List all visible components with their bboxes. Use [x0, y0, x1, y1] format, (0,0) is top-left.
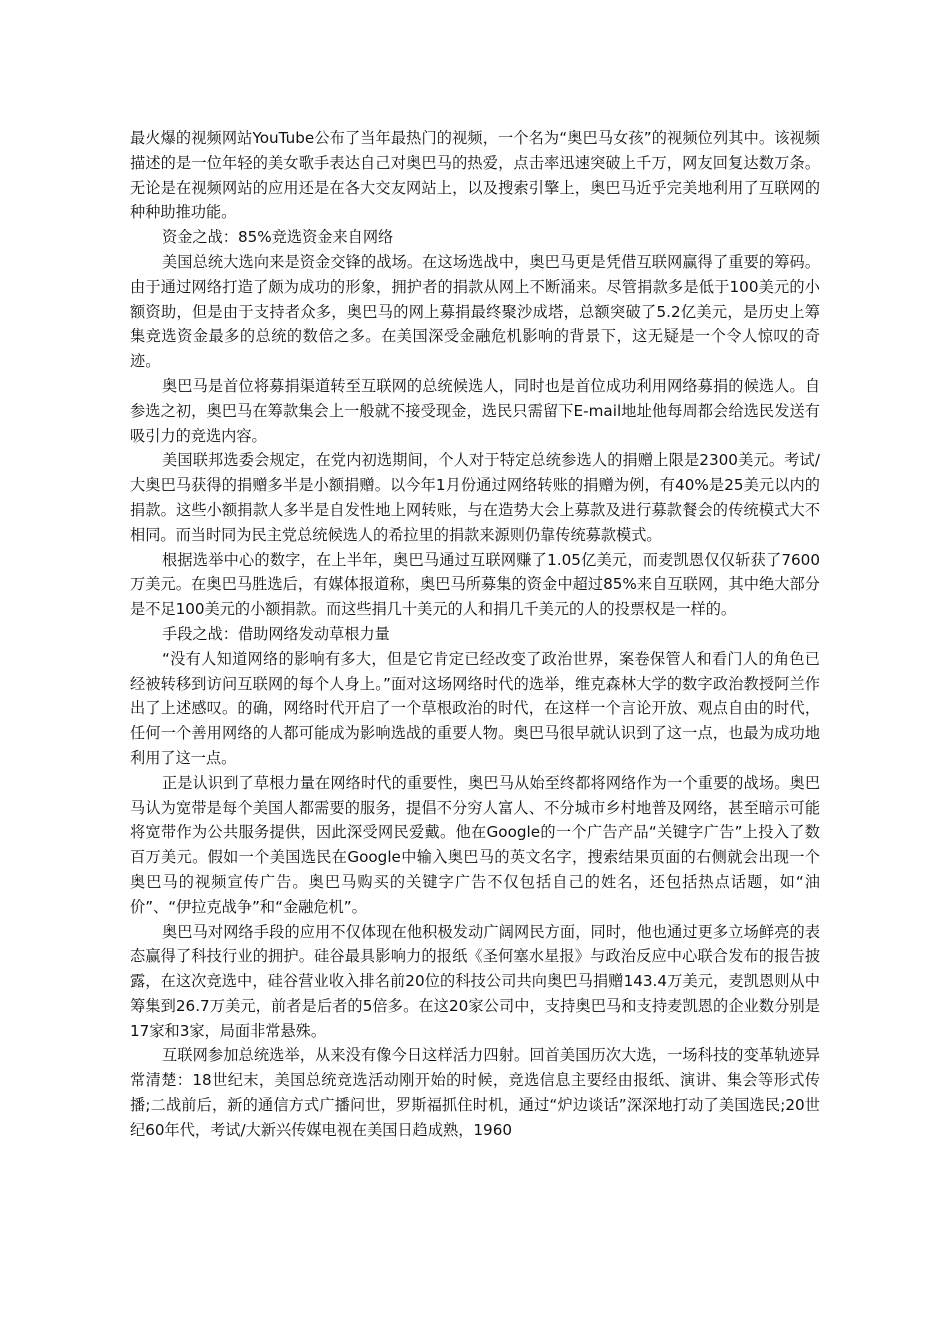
document-body — [130, 126, 820, 1143]
paragraph-silicon-valley: 奥巴马对网络手段的应用不仅体现在他积极发动广阔网民方面，同时，他也通过更多立场鲜亮的表态赢得了科技行业的拥护。硅谷最具影响力的报纸《圣何塞水星报》与政治反应中心联合发布的报告披露，在这次竞选中，硅谷营业收入排名前20位的科技公司共向奥巴马捐赠143.4万美元，麦凯恩则从中筹集到26.7万美元，前者是后者的5倍多。在这20家公司中，支持奥巴马和支持麦凯恩的企业数分别是17家和3家，局面非常悬殊。 — [130, 922, 820, 1040]
paragraph-history-of-campaigns: 互联网参加总统选举，从来没有像今日这样活力四射。回首美国历次大选，一场科技的变革轨迹异常清楚：18世纪末，美国总统竞选活动刚开始的时候，竞选信息主要经由报纸、演讲、集会等形式传播;二战前后，新的通信方式广播问世，罗斯福抓住时机，通过“炉边谈话”深深地打动了美国选民;20世纪60年代，考试/大新兴传媒电视在美国日趋成熟，1960 — [130, 1046, 820, 1139]
paragraph-donation-limits: 美国联邦选委会规定，在党内初选期间，个人对于特定总统参选人的捐赠上限是2300美元。考试/大奥巴马获得的捐赠多半是小额捐赠。以今年1月份通过网络转账的捐赠为例，有40%是25美元以内的捐款。这些小额捐款人多半是自发性地上网转账，与在造势大会上募款及进行募款餐会的传统模式大不相同。而当时同为民主党总统候选人的希拉里的捐款来源则仍靠传统募款模式。 — [130, 451, 820, 544]
paragraph-funding-battle: 美国总统大选向来是资金交锋的战场。在这场选战中，奥巴马更是凭借互联网赢得了重要的筹码。由于通过网络打造了颇为成功的形象，拥护者的捐款从网上不断涌来。尽管捐款多是低于100美元的小额资助，但是由于支持者众多，奥巴马的网上募捐最终聚沙成塔，总额突破了5.2亿美元，是历史上筹集竞选资金最多的总统的数倍之多。在美国深受金融危机影响的背景下，这无疑是一个令人惊叹的奇迹。 — [130, 252, 820, 371]
paragraph-google-ads: 正是认识到了草根力量在网络时代的重要性，奥巴马从始至终都将网络作为一个重要的战场。奥巴马认为宽带是每个美国人都需要的服务，提倡不分穷人富人、不分城市乡村地普及网络，甚至暗示可能将宽带作为公共服务提供，因此深受网民爱戴。他在Google的一个广告产品“关键字广告”上投入了数百万美元。假如一个美国选民在Google中输入奥巴马的英文名字，搜索结果页面的右侧就会出现一个奥巴马的视频宣传广告。奥巴马购买的关键字广告不仅包括自己的姓名，还包括热点话题，如“油价”、“伊拉克战争”和“金融危机”。 — [130, 773, 820, 916]
paragraph-youtube-video: 最火爆的视频网站YouTube公布了当年最热门的视频，一个名为“奥巴马女孩”的视频位列其中。该视频描述的是一位年轻的美女歌手表达自己对奥巴马的热爱，点击率迅速突破上千万，网友回复达数万条。无论是在视频网站的应用还是在各大交友网站上，以及搜索引擎上，奥巴马近乎完美地利用了互联网的种种助推功能。 — [130, 129, 820, 222]
section-heading-funding: 资金之战：85%竞选资金来自网络 — [162, 228, 394, 247]
section-heading-means: 手段之战：借助网络发动草根力量 — [162, 624, 390, 643]
paragraph-grassroots-quote: “没有人知道网络的影响有多大，但是它肯定已经改变了政治世界，案卷保管人和看门人的角色已经被转移到访问互联网的每个人身上。”面对这场网络时代的选举，维克森林大学的数字政治教授阿兰作出了上述感叹。的确，网络时代开启了一个草根政治的时代，在这样一个言论开放、观点自由的时代，任何一个善用网络的人都可能成为影响选战的重要人物。奥巴马很早就认识到了这一点，也最为成功地利用了这一点。 — [130, 649, 820, 767]
paragraph-online-donations: 奥巴马是首位将募捐渠道转至互联网的总统候选人，同时也是首位成功利用网络募捐的候选人。自参选之初，奥巴马在筹款集会上一般就不接受现金，选民只需留下E-mail地址他每周都会给选民发送有吸引力的竞选内容。 — [130, 376, 820, 445]
paragraph-election-center-figures: 根据选举中心的数字，在上半年，奥巴马通过互联网赚了1.05亿美元，而麦凯恩仅仅斩获了7600万美元。在奥巴马胜选后，有媒体报道称，奥巴马所募集的资金中超过85%来自互联网，其中绝大部分是不足100美元的小额捐款。而这些捐几十美元的人和捐几千美元的人的投票权是一样的。 — [130, 550, 820, 619]
